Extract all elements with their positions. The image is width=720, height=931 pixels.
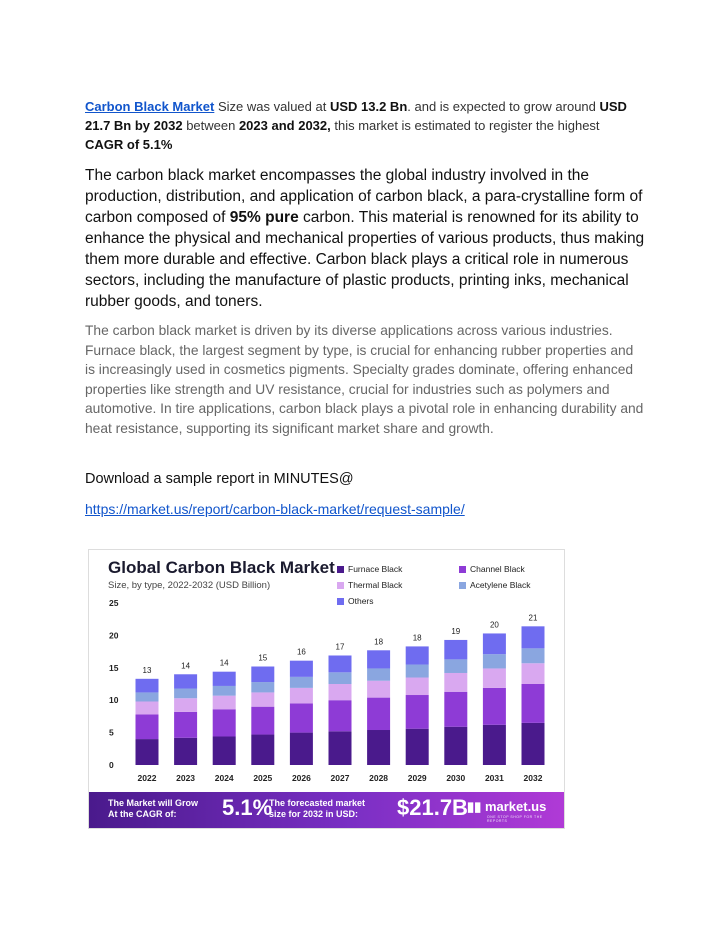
cagr-caption: The Market will Grow At the CAGR of: (108, 798, 199, 819)
bar-total-label: 19 (451, 626, 461, 636)
bar-segment-furnace-black (251, 735, 274, 765)
bar-segment-channel-black (444, 692, 467, 727)
intro-paragraph (85, 97, 630, 154)
x-tick-label: 2032 (523, 773, 543, 783)
lead-text-2: carbon. This material is renowned for its ability to enhance the physical and mechanical properties of various products, thus making them more durable and effective. Carbon black plays a critical role in numerous sectors, including the manufacture of plastic products, printing inks, mechanical rubber goods, and toners. (85, 209, 645, 310)
logo-icon: ▮▮ (467, 799, 482, 814)
lead-paragraph (85, 165, 645, 312)
legend-channel-black: Channel Black (459, 564, 525, 574)
y-tick-label: 5 (109, 727, 114, 738)
x-tick-label: 2024 (214, 773, 234, 783)
bar-total-label: 18 (412, 633, 422, 643)
bar-segment-thermal-black (367, 681, 390, 698)
y-tick-label: 20 (109, 630, 119, 641)
x-tick-label: 2030 (446, 773, 466, 783)
bar-segment-thermal-black (290, 688, 313, 704)
bar-segment-acetylene-black (444, 659, 467, 673)
intro-value-2032: USD 21.7 Bn (85, 99, 627, 133)
bar-segment-others (406, 646, 429, 664)
bar-segment-channel-black (290, 703, 313, 732)
x-tick-label: 2023 (176, 773, 196, 783)
bar-segment-furnace-black (290, 733, 313, 765)
bar-segment-furnace-black (483, 725, 506, 765)
x-tick-label: 2031 (484, 773, 504, 783)
y-tick-label: 25 (109, 598, 119, 608)
logo-tagline: ONE STOP SHOP FOR THE REPORTS (487, 815, 543, 823)
bar-segment-others (522, 626, 545, 648)
y-tick-label: 15 (109, 662, 119, 673)
bar-segment-thermal-black (483, 668, 506, 687)
intro-value-2022: USD 13.2 Bn (329, 99, 408, 114)
bar-segment-channel-black (329, 700, 352, 731)
x-tick-label: 2028 (369, 773, 389, 783)
chart-title: Global Carbon Black Market (108, 558, 335, 577)
bar-segment-furnace-black (367, 730, 390, 765)
x-tick-label: 2025 (253, 773, 273, 783)
bar-segment-others (483, 633, 506, 654)
bar-segment-others (174, 674, 197, 688)
bar-segment-thermal-black (213, 696, 236, 710)
bar-total-label: 14 (219, 658, 229, 668)
bar-total-label: 16 (296, 647, 306, 657)
carbon-black-market-link[interactable]: Carbon Black Market (85, 99, 215, 114)
bar-segment-acetylene-black (329, 672, 352, 684)
bar-segment-thermal-black (522, 663, 545, 684)
bar-total-label: 15 (258, 653, 268, 663)
forecast-caption: The forecasted market size for 2032 in USD: (269, 798, 366, 819)
legend-others: Others (337, 596, 374, 606)
bar-total-label: 18 (374, 637, 384, 647)
cagr-value: 5.1% (222, 795, 273, 820)
bar-segment-acetylene-black (522, 648, 545, 663)
drivers-paragraph: The carbon black market is driven by its diverse applications across various industries. Furnace black, the largest segment by type, is crucial for enhancing rubber properties and is increasingly used in cosmetics pigments. Specialty grades dominate, offering enhanced properties like strength and UV resistance, crucial for industries such as polymers and automotive. In tire applications, carbon black plays a pivotal role in enhancing durability and heat resistance, supporting its significant market share and growth. (85, 323, 644, 436)
bar-segment-channel-black (213, 709, 236, 736)
market-us-logo: ▮▮ market.us (467, 799, 547, 814)
bar-segment-furnace-black (174, 738, 197, 765)
bar-segment-channel-black (406, 695, 429, 729)
bar-segment-channel-black (174, 712, 197, 738)
bar-segment-thermal-black (174, 698, 197, 712)
bar-segment-others (136, 679, 159, 693)
bar-segment-others (290, 661, 313, 677)
summary-banner (89, 792, 564, 828)
download-text: Download a sample report in MINUTES@ (85, 471, 354, 487)
bar-segment-acetylene-black (213, 686, 236, 696)
bar-segment-thermal-black (406, 678, 429, 695)
bar-segment-furnace-black (444, 727, 467, 765)
bar-segment-thermal-black (444, 673, 467, 692)
bar-segment-furnace-black (136, 739, 159, 765)
bar-total-label: 17 (335, 642, 345, 652)
bar-segment-channel-black (522, 684, 545, 723)
bar-segment-others (329, 655, 352, 672)
x-tick-label: 2022 (137, 773, 157, 783)
chart-plot (89, 550, 564, 795)
bar-segment-others (367, 650, 390, 668)
forecast-value: $21.7B (397, 795, 468, 820)
lead-bold: 95% pure (229, 209, 299, 226)
bar-segment-acetylene-black (367, 668, 390, 680)
bar-segment-thermal-black (329, 684, 352, 700)
bar-segment-others (444, 640, 467, 659)
bar-segment-others (251, 667, 274, 683)
intro-text-4: this market is estimated to register the highest (330, 118, 600, 133)
legend-acetylene-black: Acetylene Black (459, 580, 530, 590)
bar-total-label: 14 (181, 661, 191, 671)
intro-text-2: . and is expected to grow around (407, 99, 600, 114)
x-tick-label: 2027 (330, 773, 350, 783)
bar-segment-acetylene-black (406, 665, 429, 678)
bar-segment-acetylene-black (136, 692, 159, 701)
bar-segment-thermal-black (136, 701, 159, 714)
bar-segment-furnace-black (329, 731, 352, 765)
bar-total-label: 20 (489, 620, 499, 630)
bar-segment-furnace-black (406, 729, 429, 765)
x-tick-label: 2026 (291, 773, 311, 783)
intro-year-2032: by 2032 (131, 118, 183, 133)
y-tick-label: 0 (109, 760, 114, 770)
legend-furnace-black: Furnace Black (337, 564, 402, 574)
lead-text-1: The carbon black market encompasses the global industry involved in the production, distribution, and application of carbon black, a para-crystalline form of carbon composed of (85, 167, 643, 226)
bar-segment-acetylene-black (483, 654, 506, 668)
sample-report-link[interactable]: https://market.us/report/carbon-black-market/request-sample/ (85, 501, 465, 517)
x-tick-label: 2029 (407, 773, 427, 783)
legend-thermal-black: Thermal Black (337, 580, 402, 590)
bar-total-label: 13 (142, 665, 152, 675)
market-chart-image (88, 549, 565, 829)
bar-segment-acetylene-black (251, 682, 274, 692)
bar-segment-channel-black (367, 698, 390, 730)
intro-text-1: Size was valued at (214, 99, 330, 114)
bar-segment-furnace-black (213, 736, 236, 765)
bar-total-label: 21 (528, 613, 538, 623)
bar-segment-thermal-black (251, 692, 274, 706)
chart-subtitle: Size, by type, 2022-2032 (USD Billion) (108, 580, 271, 591)
bar-segment-others (213, 672, 236, 686)
bar-segment-acetylene-black (174, 689, 197, 699)
bar-segment-channel-black (483, 688, 506, 725)
bar-segment-acetylene-black (290, 677, 313, 688)
bar-segment-furnace-black (522, 723, 545, 765)
intro-cagr: CAGR of 5.1% (85, 137, 173, 152)
intro-period: 2023 and 2032, (238, 118, 331, 133)
bar-segment-channel-black (251, 707, 274, 735)
y-tick-label: 10 (109, 695, 119, 706)
intro-text-3: between (182, 118, 239, 133)
bar-segment-channel-black (136, 714, 159, 739)
